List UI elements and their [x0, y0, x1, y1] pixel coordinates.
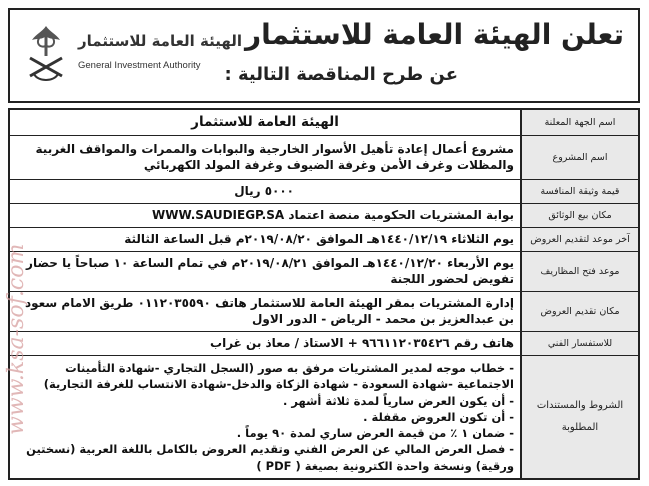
row-value: مشروع أعمال إعادة تأهيل الأسوار الخارجية والبوابات والممرات والمواقف الغربية والمظلات وغرف الأمن وغرفة الضيوف وغرفة المولد الكهربائي: [35, 141, 514, 172]
row-label: الشروط والمستندات المطلوبة: [520, 356, 638, 478]
authority-logo: [22, 22, 243, 92]
row-value: الهيئة العامة للاستثمار: [191, 113, 339, 130]
row-value: يوم الأربعاء ١٤٤٠/١٢/٢٠هـ الموافق ٢٠١٩/٠٨/٢١م في تمام الساعة ١٠ صباحاً يا حضار تفويض لحضور اللجنة: [26, 255, 514, 286]
list-item: - ضمان ١ ٪ من قيمة العرض ساري لمدة ٩٠ يوماً .: [236, 426, 514, 441]
conditions-list: [16, 356, 514, 478]
list-item: - أن يكون العرض سارياً لمدة ثلاثة أشهر .: [282, 393, 514, 408]
subheadline: عن طرح المناقصة التالية :: [224, 64, 458, 85]
table-row-submission-place: [10, 292, 638, 332]
logo-english-text: General Investment Authority: [78, 60, 201, 71]
table-row-opening: [10, 252, 638, 292]
row-value: ٥٠٠٠ ريال: [234, 183, 294, 198]
list-item: - فصل العرض المالي عن العرض الفني وتقديم العروض بالكامل باللغة العربية (نسختين ورقية) ونسخة واحدة الكترونية بصيغة ( PDF ): [26, 442, 514, 473]
row-label: مكان تقديم العروض: [520, 292, 638, 331]
row-label: للاستفسار الفني: [520, 332, 638, 355]
row-value: إدارة المشتريات بمقر الهيئة العامة للاستثمار هاتف ٠١١٢٠٣٥٥٩٠ طريق الامام سعود بن عبدالعزيز بن محمد - الرياض - الدور الاول: [24, 295, 514, 326]
row-label: اسم المشروع: [520, 136, 638, 179]
list-item: - خطاب موجه لمدير المشتريات مرفق به صور (السجل التجاري -شهادة التأمينات الاجتماعية -شهادة السعودة - شهادة الزكاة والدخل-شهادة الانتساب للغرفة التجارية): [43, 360, 514, 392]
table-row-inquiry: [10, 332, 638, 356]
row-label: آخر موعد لتقديم العروض: [520, 228, 638, 251]
row-label: موعد فتح المظاريف: [520, 252, 638, 291]
row-value: بوابة المشتريات الحكومية منصة اعتماد WWW.SAUDIEGP.SA: [151, 207, 514, 222]
watermark-text: www.ksa-sof.com: [4, 243, 29, 435]
table-row-sale-location: [10, 204, 638, 228]
table-row-project: [10, 136, 638, 180]
row-label: اسم الجهة المعلنة: [520, 110, 638, 135]
table-row-conditions: [10, 356, 638, 478]
logo-arabic-text: الهيئة العامة للاستثمار: [78, 32, 243, 50]
table-row-document-price: [10, 180, 638, 204]
tender-details-table: [8, 108, 640, 480]
announcement-header: [8, 8, 640, 103]
table-row-entity: [10, 110, 638, 136]
headline: تعلن الهيئة العامة للاستثمار: [245, 18, 624, 51]
saudi-emblem-icon: [22, 22, 70, 88]
row-value: هاتف رقم ٩٦٦١١٢٠٣٥٤٢٦ + الاستاذ / معاذ بن غراب: [210, 335, 514, 350]
list-item: - أن تكون العروض مقفلة .: [363, 409, 514, 424]
row-label: قيمة وثيقة المنافسة: [520, 180, 638, 203]
row-label: مكان بيع الوثائق: [520, 204, 638, 227]
row-value: يوم الثلاثاء ١٤٤٠/١٢/١٩هـ الموافق ٢٠١٩/٠٨/٢٠م قبل الساعة الثالثة: [124, 231, 514, 246]
table-row-deadline: [10, 228, 638, 252]
